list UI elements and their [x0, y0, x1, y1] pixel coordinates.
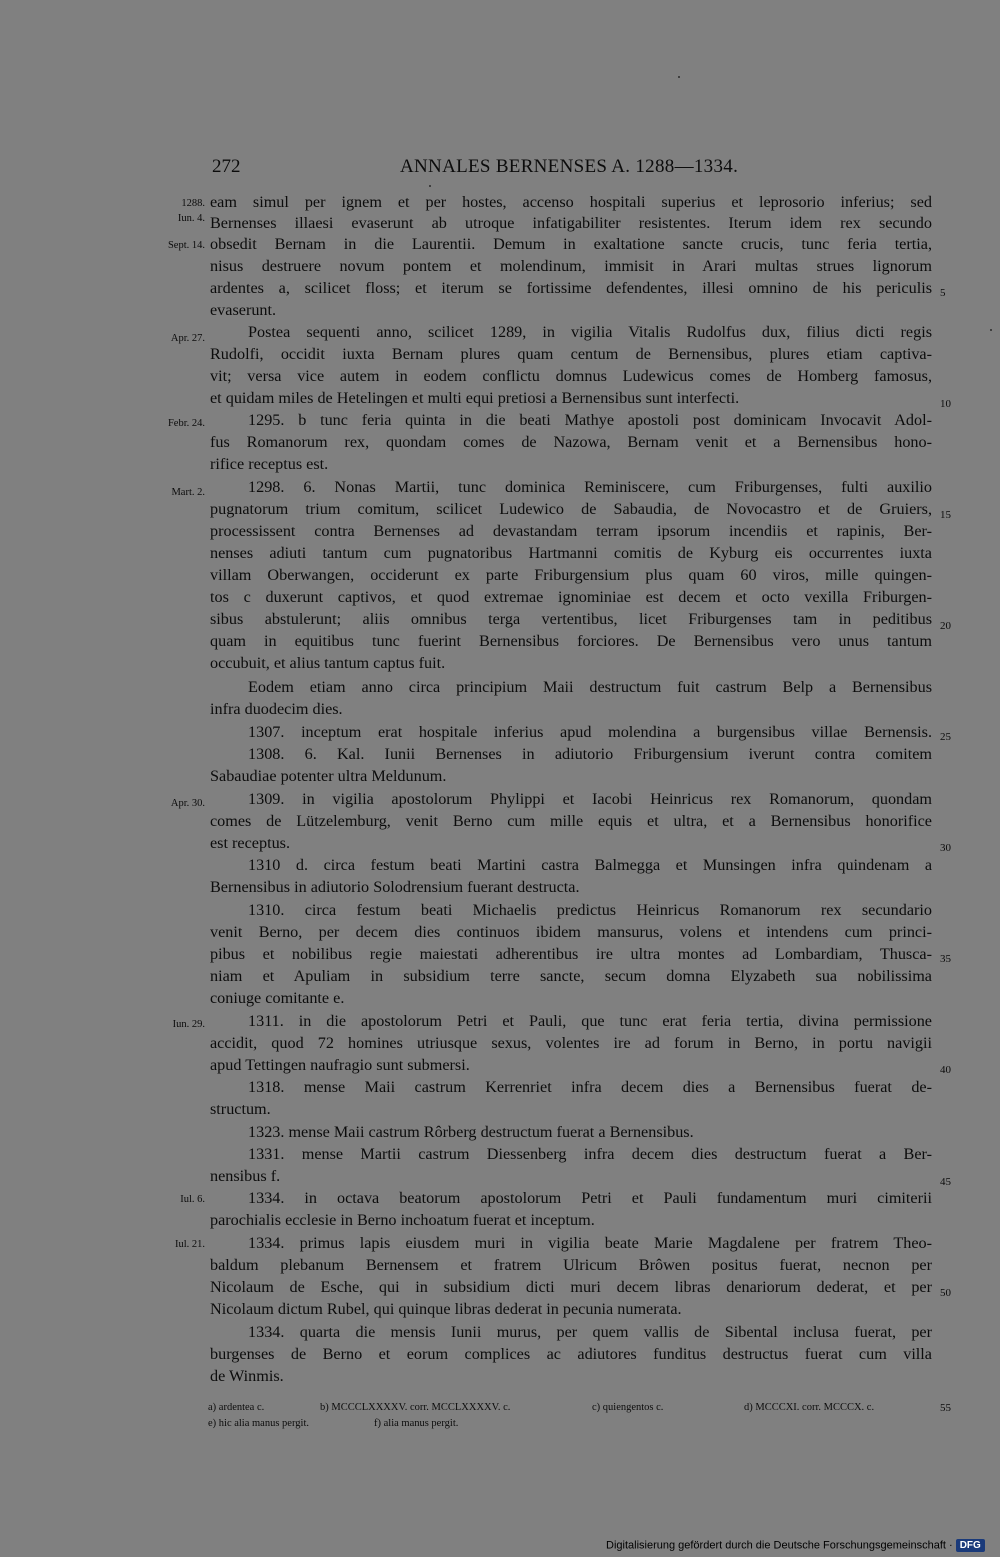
- footnote: f) alia manus pergit.: [374, 1418, 459, 1429]
- text-line: rifice receptus est.: [210, 455, 329, 473]
- footnote: a) ardentea c.: [208, 1402, 265, 1413]
- margin-date: Mart. 2.: [171, 487, 205, 498]
- line-number: 45: [940, 1176, 951, 1188]
- line-number: 35: [940, 953, 951, 965]
- margin-date: Sept. 14.: [167, 240, 205, 251]
- line-number: 30: [940, 842, 951, 854]
- text-line: processissent contra Bernenses ad devastandam terram ipsorum incendiis et rapinis, Ber-: [210, 522, 932, 540]
- margin-date: Iun. 4.: [177, 213, 205, 224]
- margin-date: Febr. 24.: [167, 418, 205, 429]
- text-line: 1323. mense Maii castrum Rôrberg destructum fuerat a Bernensibus.: [248, 1123, 694, 1141]
- text-line: ardentes a, scilicet floss; et iterum se fortissime defendentes, illesi omnino de his periculis: [210, 279, 932, 297]
- footnote: b) MCCCLXXXXV. corr. MCCLXXXXV. c.: [320, 1402, 511, 1413]
- footnote: c) quiengentos c.: [592, 1402, 664, 1413]
- line-number: 25: [940, 731, 951, 743]
- text-line: venit Berno, per decem dies continuos ibidem mansurus, volens et intendens cum princi-: [210, 923, 932, 941]
- text-line: nensibus f.: [210, 1167, 281, 1185]
- text-line: 1334. in octava beatorum apostolorum Petri et Pauli fundamentum muri cimiterii: [248, 1189, 932, 1207]
- footer-text: Digitalisierung gefördert durch die Deutsche Forschungsgemeinschaft ·: [606, 1539, 953, 1552]
- dfg-logo: DFG: [956, 1539, 985, 1552]
- text-line: vit; versa vice autem in eodem conflictu domnus Ludewicus comes de Homberg famosus,: [210, 367, 932, 385]
- footnote-row: [208, 1400, 874, 1416]
- text-line: apud Tettingen naufragio sunt submersi.: [210, 1056, 470, 1074]
- text-line: coniuge comitante e.: [210, 989, 345, 1007]
- text-line: Postea sequenti anno, scilicet 1289, in vigilia Vitalis Rudolfus dux, filius dicti regis: [248, 323, 932, 341]
- running-title: ANNALES BERNENSES A. 1288—1334.: [400, 156, 739, 177]
- text-line: Bernenses illaesi evaserunt ab utroque infatigabiliter resistentes. Iterum idem rex secundo: [210, 214, 932, 232]
- footer-credit: [606, 1539, 985, 1552]
- text-line: obsedit Bernam in die Laurentii. Demum in exaltatione sancte crucis, tunc feria tertia,: [210, 235, 932, 253]
- text-line: sibus abstulerunt; aliis omnibus terga vertentibus, licet Friburgenses tam in peditibus: [210, 610, 932, 628]
- line-number: 40: [940, 1064, 951, 1076]
- text-line: et quidam miles de Hetelingen et multi equi pretiosi a Bernensibus sunt interfecti.: [210, 389, 740, 407]
- text-line: quam in equitibus tunc fuerint Bernensibus forciores. De Bernensibus vero unus tantum: [210, 632, 932, 650]
- text-line: evaserunt.: [210, 301, 277, 319]
- footnote-row: [208, 1416, 874, 1432]
- text-line: 1295. b tunc feria quinta in die beati Mathye apostoli post dominicam Invocavit Adol-: [248, 411, 932, 429]
- text-line: parochialis ecclesie in Berno inchoatum fuerat et inceptum.: [210, 1211, 595, 1229]
- text-line: pibus et nobilibus regie maiestati adherentibus ire ultra montes ad Lombardiam, Thusca-: [210, 945, 932, 963]
- text-line: 1331. mense Martii castrum Diessenberg infra decem dies destructum fuerat a Ber-: [248, 1145, 932, 1163]
- footnotes: [208, 1400, 874, 1432]
- text-line: 1334. primus lapis eiusdem muri in vigilia beate Marie Magdalene per fratrem Theo-: [248, 1234, 932, 1252]
- footnote: e) hic alia manus pergit.: [208, 1418, 309, 1429]
- text-line: de Winmis.: [210, 1367, 284, 1385]
- text-line: occubuit, et alius tantum captus fuit.: [210, 654, 446, 672]
- line-number: 20: [940, 620, 951, 632]
- text-line: infra duodecim dies.: [210, 700, 343, 718]
- text-line: accidit, quod 72 homines utriusque sexus, volentes ire ad forum in Berno, in portu navigii: [210, 1034, 932, 1052]
- line-number: 10: [940, 398, 951, 410]
- page-number: 272: [212, 156, 241, 177]
- text-line: fus Romanorum rex, quondam comes de Nazowa, Bernam venit et a Bernensibus hono-: [210, 433, 932, 451]
- text-line: Eodem etiam anno circa principium Maii destructum fuit castrum Belp a Bernensibus: [248, 678, 932, 696]
- margin-date: Apr. 27.: [170, 333, 205, 344]
- text-line: Bernensibus in adiutorio Solodrensium fuerant destructa.: [210, 878, 580, 896]
- text-line: Sabaudiae potenter ultra Meldunum.: [210, 767, 447, 785]
- line-number: 15: [940, 509, 951, 521]
- text-line: 1309. in vigilia apostolorum Phylippi et Iacobi Heinricus rex Romanorum, quondam: [248, 790, 932, 808]
- line-number: 55: [940, 1402, 951, 1414]
- margin-date: Apr. 30.: [170, 798, 205, 809]
- text-line: comes de Lützelemburg, venit Berno cum mille equis et ultra, et a Bernensibus honorifice: [210, 812, 932, 830]
- text-line: tos c duxerunt captivos, et quod extremae ignominiae est decem et octo vexilla Friburgen-: [210, 588, 932, 606]
- text-line: nenses adiuti tantum cum pugnatoribus Hartmanni comitis de Kyburg eis occurrentes iuxta: [210, 544, 932, 562]
- text-line: Nicolaum de Esche, qui in subsidium dicti muri decem libras denariorum dederat, et per: [210, 1278, 932, 1296]
- text-line: eam simul per ignem et per hostes, accenso hospitali superius et leprosorio inferius; sed: [210, 193, 932, 211]
- margin-date: Iun. 29.: [172, 1019, 205, 1030]
- line-number: 5: [940, 287, 946, 299]
- text-line: pugnatorum trium comitum, scilicet Ludewico de Sabaudia, de Novocastro et de Gruiers,: [210, 500, 932, 518]
- text-line: villam Oberwangen, occiderunt ex parte Friburgensium plus quam 60 viros, mille quingen-: [210, 566, 932, 584]
- text-line: 1310. circa festum beati Michaelis predictus Heinricus Romanorum rex secundario: [248, 901, 932, 919]
- text-line: 1307. inceptum erat hospitale inferius apud molendina a burgensibus villae Bernensis.: [248, 723, 932, 741]
- text-line: burgenses de Berno et eorum complices ac adiutores funditus destructus fuerat cum villa: [210, 1345, 932, 1363]
- footnote: d) MCCCXI. corr. MCCCX. c.: [744, 1402, 875, 1413]
- text-line: structum.: [210, 1100, 271, 1118]
- text-line: 1334. quarta die mensis Iunii murus, per quem vallis de Sibental inclusa fuerat, per: [248, 1323, 932, 1341]
- margin-date: 1288.: [181, 198, 205, 209]
- text-line: 1318. mense Maii castrum Kerrenriet infra decem dies a Bernensibus fuerat de-: [248, 1078, 932, 1096]
- text-line: Nicolaum dictum Rubel, qui quinque libras dederat in pecunia numerata.: [210, 1300, 682, 1318]
- text-line: Rudolfi, occidit iuxta Bernam plures quam centum de Bernensibus, plures etiam captiva-: [210, 345, 932, 363]
- text-line: 1298. 6. Nonas Martii, tunc dominica Reminiscere, cum Friburgenses, fulti auxilio: [248, 478, 932, 496]
- line-number: 50: [940, 1287, 951, 1299]
- text-line: est receptus.: [210, 834, 291, 852]
- margin-date: Iul. 6.: [180, 1194, 205, 1205]
- text-line: nisus destruere novum pontem et molendinum, immisit in Arari multas strues lignorum: [210, 257, 932, 275]
- text-line: 1311. in die apostolorum Petri et Pauli, que tunc erat feria tertia, divina permissione: [248, 1012, 932, 1030]
- text-line: 1310 d. circa festum beati Martini castra Balmegga et Munsingen infra quindenam a: [248, 856, 932, 874]
- text-line: niam et Apuliam in subsidium terre sancte, secum domna Elyzabeth sua nobilissima: [210, 967, 932, 985]
- text-line: baldum plebanum Bernensem et fratrem Ulricum Brôwen positus fuerat, necnon per: [210, 1256, 932, 1274]
- text-line: 1308. 6. Kal. Iunii Bernenses in adiutorio Friburgensium iverunt contra comitem: [248, 745, 932, 763]
- margin-date: Iul. 21.: [174, 1239, 205, 1250]
